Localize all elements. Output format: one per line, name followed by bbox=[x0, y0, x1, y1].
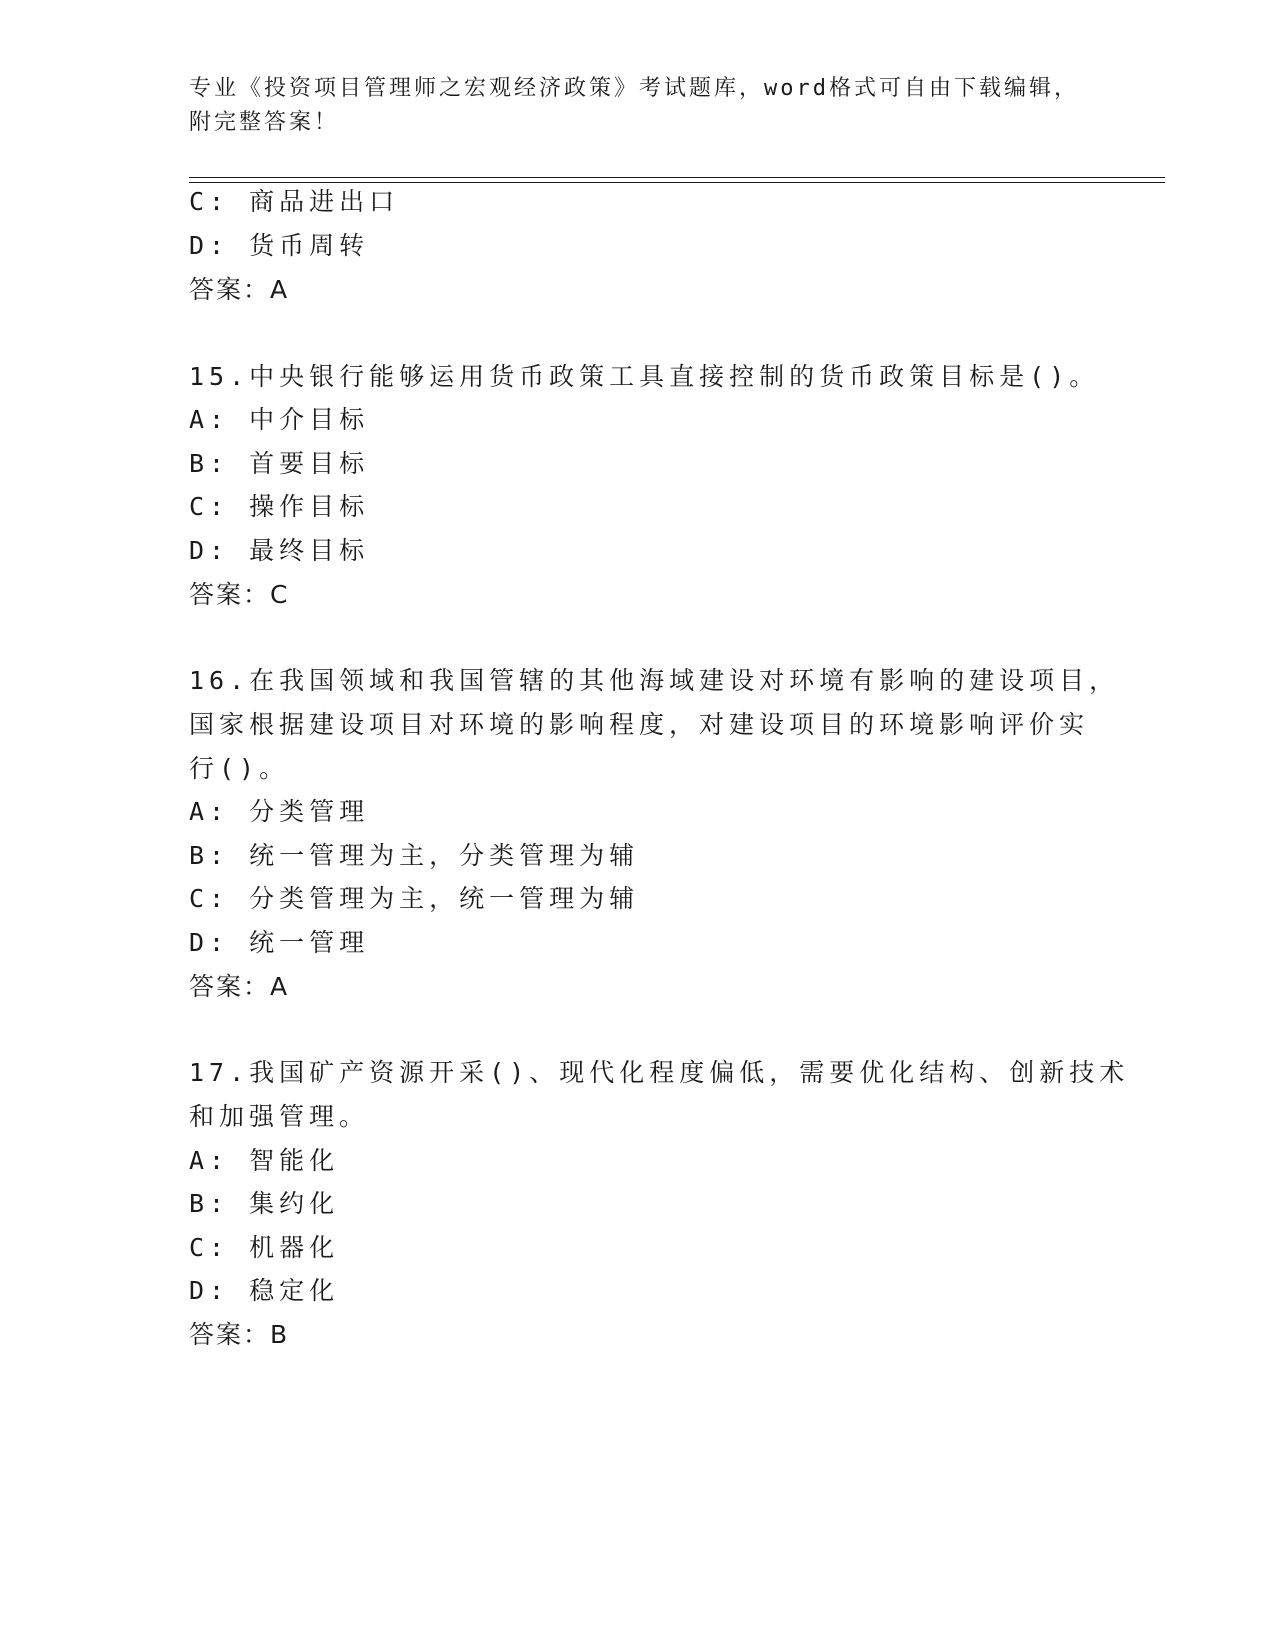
header-divider-bottom bbox=[189, 182, 1165, 183]
q16-option-c: C: 分类管理为主，统一管理为辅 bbox=[189, 884, 640, 913]
header-line-2: 附完整答案！ bbox=[189, 110, 340, 135]
q15-option-a: A: 中介目标 bbox=[189, 405, 370, 434]
q16-option-d: D: 统一管理 bbox=[189, 928, 370, 957]
q16-stem-line-3: 行()。 bbox=[189, 754, 290, 783]
q16-answer: 答案：A bbox=[189, 972, 290, 1001]
q16-stem-line-1: 16.在我国领域和我国管辖的其他海域建设对环境有影响的建设项目， bbox=[189, 666, 1120, 695]
prev-answer: 答案：A bbox=[189, 275, 290, 304]
q17-option-c: C: 机器化 bbox=[189, 1233, 340, 1262]
q17-stem-line-2: 和加强管理。 bbox=[189, 1102, 370, 1131]
prev-option-c: C: 商品进出口 bbox=[189, 187, 400, 216]
header-divider-top bbox=[189, 177, 1165, 178]
q16-stem-line-2: 国家根据建设项目对环境的影响程度，对建设项目的环境影响评价实 bbox=[189, 710, 1090, 739]
q17-stem-line-1: 17.我国矿产资源开采()、现代化程度偏低，需要优化结构、创新技术 bbox=[189, 1058, 1130, 1087]
q17-option-d: D: 稳定化 bbox=[189, 1276, 340, 1305]
prev-option-d: D: 货币周转 bbox=[189, 231, 370, 260]
document-header bbox=[189, 72, 1089, 140]
q15-option-b: B: 首要目标 bbox=[189, 449, 370, 478]
q17-answer: 答案：B bbox=[189, 1320, 290, 1349]
q16-option-a: A: 分类管理 bbox=[189, 797, 370, 826]
header-line-1: 专业《投资项目管理师之宏观经济政策》考试题库，word格式可自由下载编辑， bbox=[189, 76, 1079, 101]
q17-option-b: B: 集约化 bbox=[189, 1189, 340, 1218]
q15-answer: 答案：C bbox=[189, 580, 290, 609]
q15-option-d: D: 最终目标 bbox=[189, 536, 370, 565]
q15-stem: 15.中央银行能够运用货币政策工具直接控制的货币政策目标是()。 bbox=[189, 362, 1100, 391]
q17-option-a: A: 智能化 bbox=[189, 1146, 340, 1175]
q15-option-c: C: 操作目标 bbox=[189, 492, 370, 521]
q16-option-b: B: 统一管理为主，分类管理为辅 bbox=[189, 841, 640, 870]
